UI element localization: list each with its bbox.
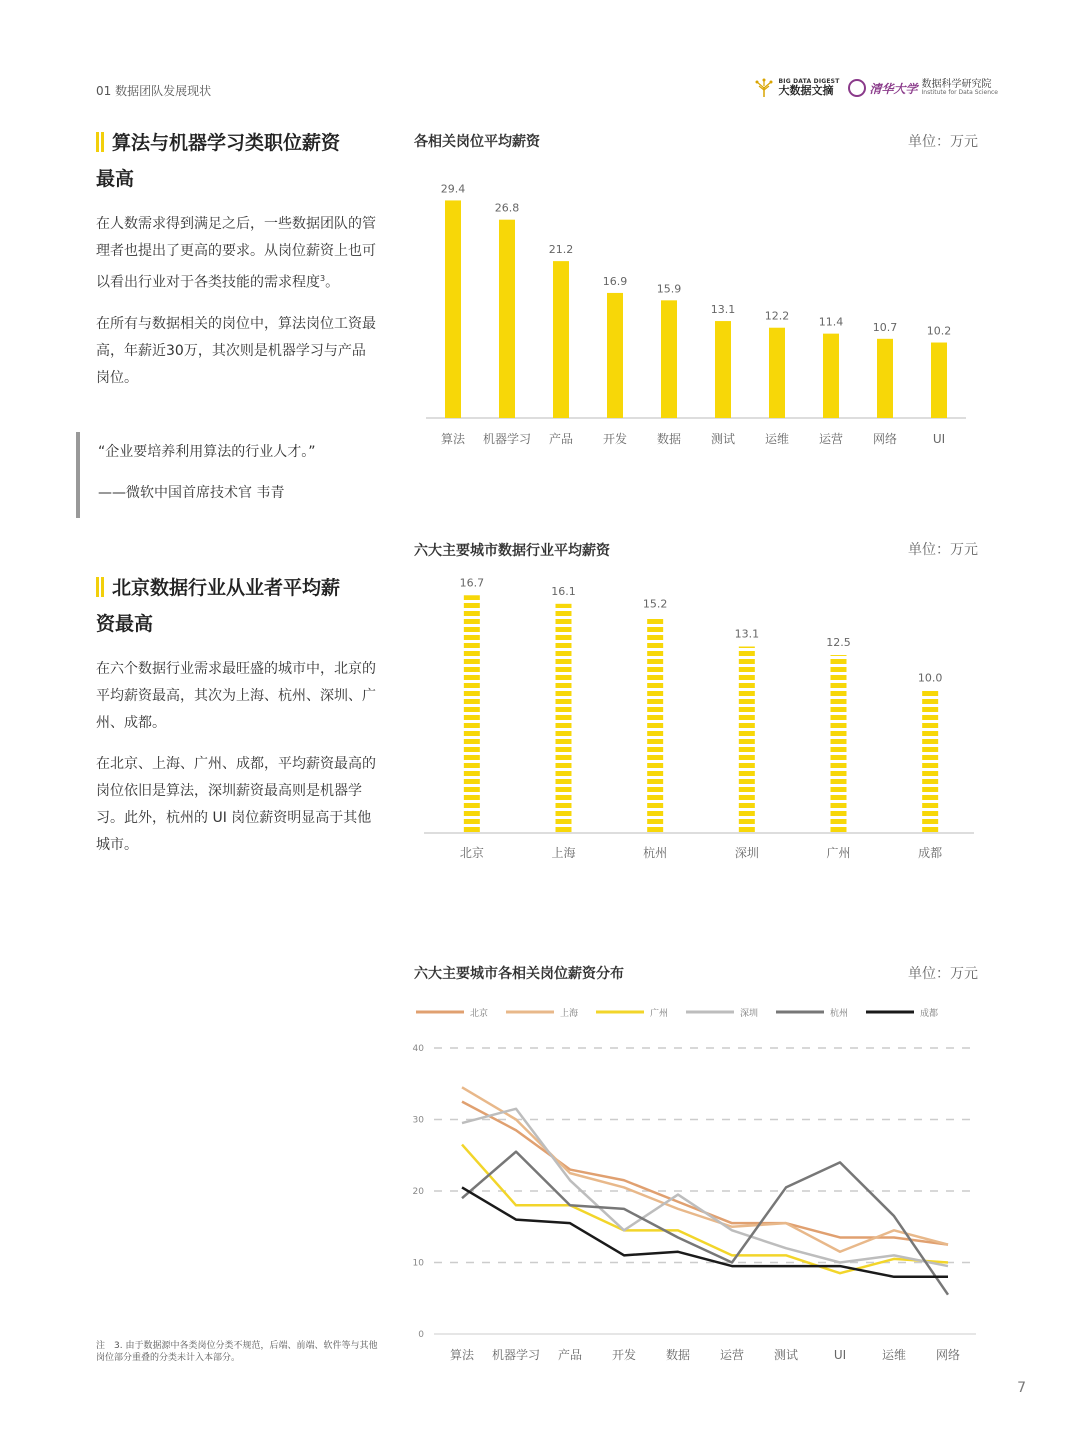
logo-institute-cn: 数据科学研究院 xyxy=(921,79,992,91)
logo-institute-en: Institute for Data Science xyxy=(921,89,998,97)
chart2-tick-label: 深圳 xyxy=(734,846,759,860)
quote-text: “企业要培养利用算法的行业人才。” xyxy=(98,444,316,460)
chart1-tick-label: 网络 xyxy=(872,432,898,446)
chart3-xtick-label: 数据 xyxy=(665,1348,691,1362)
section2-para1: 在六个数据行业需求最旺盛的城市中，北京的平均薪资最高，其次为上海、杭州、深圳、广州、成都。 xyxy=(96,661,376,731)
chart3-xtick-label: 算法 xyxy=(449,1348,475,1362)
chart3-series-line xyxy=(462,1145,948,1274)
chart3-xtick-label: UI xyxy=(833,1348,847,1362)
chart3-xtick-label: 开发 xyxy=(611,1348,637,1362)
chart3-legend-label: 广州 xyxy=(650,1009,669,1019)
chart1-data-label: 10.2 xyxy=(926,324,952,338)
chart3-xtick-label: 网络 xyxy=(935,1348,961,1362)
chart3-ytick-label: 0 xyxy=(418,1330,424,1340)
chart2-bar xyxy=(922,691,938,833)
chart2-bar xyxy=(556,604,572,833)
quote-source: ——微软中国首席技术官 韦青 xyxy=(98,485,285,501)
chart1-unit: 单位：万元 xyxy=(908,134,978,150)
chart2-data-label: 13.1 xyxy=(734,627,760,641)
footnote: 注 3. 由于数据源中各类岗位分类不规范，后端、前端、软件等与其他岗位部分重叠的分类未计入本部分。 xyxy=(96,1341,378,1363)
chart1-data-label: 10.7 xyxy=(872,320,898,334)
chart1-tick-label: UI xyxy=(932,432,946,446)
chart1-tick-label: 算法 xyxy=(440,432,466,446)
section2 xyxy=(96,570,378,859)
logo-digest-en: BIG DATA DIGEST xyxy=(778,78,840,86)
chart1-bar xyxy=(931,343,947,418)
tsinghua-seal-icon xyxy=(848,79,866,97)
chart1-tick-label: 测试 xyxy=(710,432,736,446)
chart3-ytick-label: 20 xyxy=(412,1187,424,1197)
chart2-bar xyxy=(647,617,663,833)
tsinghua-logo xyxy=(848,79,999,97)
chart3-unit: 单位：万元 xyxy=(908,966,978,982)
big-data-digest-logo xyxy=(753,78,840,98)
logos xyxy=(753,78,999,98)
chart1-data-label: 21.2 xyxy=(548,243,574,257)
section2-title: 北京数据行业从业者平均薪 资最高 xyxy=(96,577,341,635)
chart3-series-line xyxy=(462,1102,948,1245)
chart2-title: 六大主要城市数据行业平均薪资 xyxy=(414,543,610,559)
chart3-title: 六大主要城市各相关岗位薪资分布 xyxy=(414,966,624,982)
chart1-tick-label: 机器学习 xyxy=(482,432,532,446)
chart3-legend-label: 深圳 xyxy=(740,1009,759,1019)
section1-para2: 在所有与数据相关的岗位中，算法岗位工资最高，年薪近30万，其次则是机器学习与产品岗位。 xyxy=(96,315,376,386)
chart2-data-label: 10.0 xyxy=(917,671,943,685)
chart2-data-label: 16.1 xyxy=(551,584,576,598)
chart1-tick-label: 产品 xyxy=(548,432,574,446)
chart3-legend-label: 北京 xyxy=(470,1009,489,1019)
chart3-xtick-label: 测试 xyxy=(773,1348,799,1362)
page-number: 7 xyxy=(1017,1380,1026,1396)
chart2-tick-label: 成都 xyxy=(918,846,943,860)
chart1-tick-label: 开发 xyxy=(602,432,628,446)
job-salary-bar-chart xyxy=(414,160,980,460)
title-bar-icon xyxy=(96,132,99,152)
chart1-tick-label: 数据 xyxy=(656,432,682,446)
chart3-xtick-label: 运营 xyxy=(719,1348,745,1362)
chart1-tick-label: 运营 xyxy=(818,432,844,446)
section-header: 01 数据团队发展现状 xyxy=(96,84,212,98)
chart1-tick-label: 运维 xyxy=(764,432,790,446)
chart1-data-label: 16.9 xyxy=(602,274,628,288)
chart3-legend-label: 上海 xyxy=(560,1009,579,1019)
section1-title: 算法与机器学习类职位薪资 最高 xyxy=(96,132,341,190)
chart2-data-label: 15.2 xyxy=(642,597,668,611)
chart1-bar xyxy=(607,293,623,418)
chart2-tick-label: 上海 xyxy=(551,846,576,860)
chart2-unit: 单位：万元 xyxy=(908,542,978,558)
chart1-bar xyxy=(769,328,785,418)
title-bar-icon xyxy=(101,577,104,597)
chart3-xtick-label: 机器学习 xyxy=(491,1348,541,1362)
chart1-data-label: 15.9 xyxy=(656,282,682,296)
title-bar-icon xyxy=(96,577,99,597)
chart1-bar xyxy=(715,321,731,418)
chart1-bar xyxy=(553,261,569,418)
city-salary-bar-chart xyxy=(414,555,980,875)
quote-block xyxy=(76,432,376,518)
title-bar-icon xyxy=(101,132,104,152)
chart1-title: 各相关岗位平均薪资 xyxy=(414,134,540,150)
logo-digest-cn: 大数据文摘 xyxy=(778,84,834,98)
chart2-tick-label: 广州 xyxy=(826,846,851,860)
city-job-line-chart xyxy=(406,996,986,1376)
chart1-data-label: 29.4 xyxy=(440,182,466,196)
chart1-data-label: 12.2 xyxy=(764,309,790,323)
chart2-tick-label: 杭州 xyxy=(643,846,668,860)
section1 xyxy=(96,125,378,392)
section2-para2: 在北京、上海、广州、成都，平均薪资最高的岗位依旧是算法，深圳薪资最高则是机器学习。此外，杭州的 UI 岗位薪资明显高于其他城市。 xyxy=(96,756,376,853)
chart1-data-label: 26.8 xyxy=(494,201,520,215)
chart2-data-label: 12.5 xyxy=(826,636,851,650)
chart2-tick-label: 北京 xyxy=(459,846,484,860)
chart1-bar xyxy=(499,220,515,418)
chart2-data-label: 16.7 xyxy=(459,576,485,590)
chart3-xtick-label: 产品 xyxy=(557,1348,583,1362)
chart1-data-label: 13.1 xyxy=(710,303,736,317)
chart3-legend-label: 成都 xyxy=(920,1009,939,1019)
chart1-bar xyxy=(823,334,839,418)
chart1-bar xyxy=(445,200,461,418)
chart3-ytick-label: 10 xyxy=(412,1258,424,1269)
tree-logo-icon xyxy=(753,78,775,98)
chart2-bar xyxy=(739,647,755,833)
chart3-xtick-label: 运维 xyxy=(881,1348,907,1362)
section1-para1: 在人数需求得到满足之后，一些数据团队的管理者也提出了更高的要求。从岗位薪资上也可以看出行业对于各类技能的需求程度$^3$。 xyxy=(96,216,376,291)
chart3-ytick-label: 30 xyxy=(412,1115,424,1126)
chart1-data-label: 11.4 xyxy=(818,315,844,329)
chart2-bar xyxy=(831,655,847,833)
chart1-bar xyxy=(661,300,677,418)
chart1-bar xyxy=(877,339,893,418)
chart2-bar xyxy=(464,595,480,833)
logo-tsinghua: 清华大学 xyxy=(869,81,918,96)
chart3-legend-label: 杭州 xyxy=(830,1009,849,1019)
chart3-ytick-label: 40 xyxy=(412,1044,424,1054)
